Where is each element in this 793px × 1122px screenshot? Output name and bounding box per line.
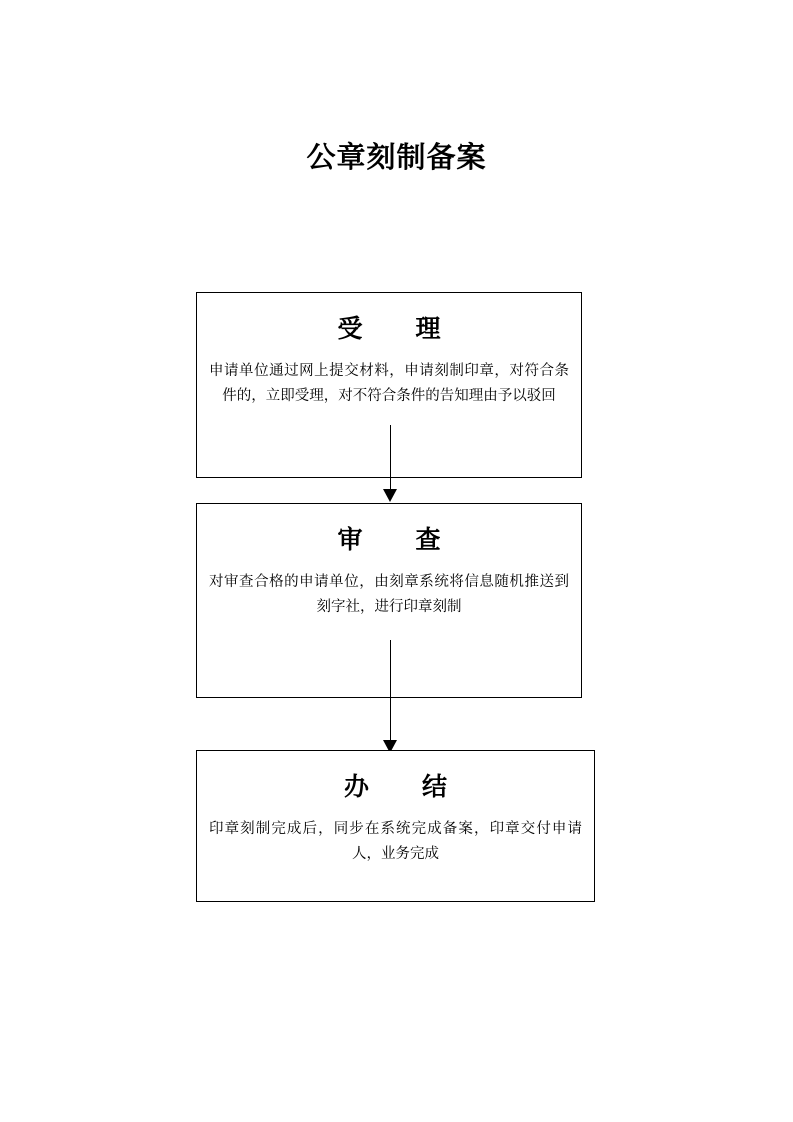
- flow-node-body: 申请单位通过网上提交材料，申请刻制印章，对符合条件的，立即受理，对不符合条件的告知理由予以驳回: [209, 363, 569, 405]
- flow-node-title: 办 结: [343, 773, 461, 801]
- arrow-head-icon: [383, 489, 397, 502]
- connector-line-1: [390, 425, 391, 489]
- page-title: 公章刻制备案: [306, 142, 487, 174]
- flow-node-body: 印章刻制完成后，同步在系统完成备案，印章交付申请人，业务完成: [209, 821, 582, 863]
- connector-line-2: [390, 640, 391, 740]
- flow-node-acceptance: [196, 292, 582, 478]
- flow-node-title: 审 查: [337, 526, 455, 554]
- flow-node-completion: [196, 750, 595, 902]
- flow-node-body: 对审查合格的申请单位，由刻章系统将信息随机推送到刻字社，进行印章刻制: [209, 574, 569, 616]
- flow-node-review: [196, 503, 582, 698]
- flow-node-title: 受 理: [337, 315, 455, 343]
